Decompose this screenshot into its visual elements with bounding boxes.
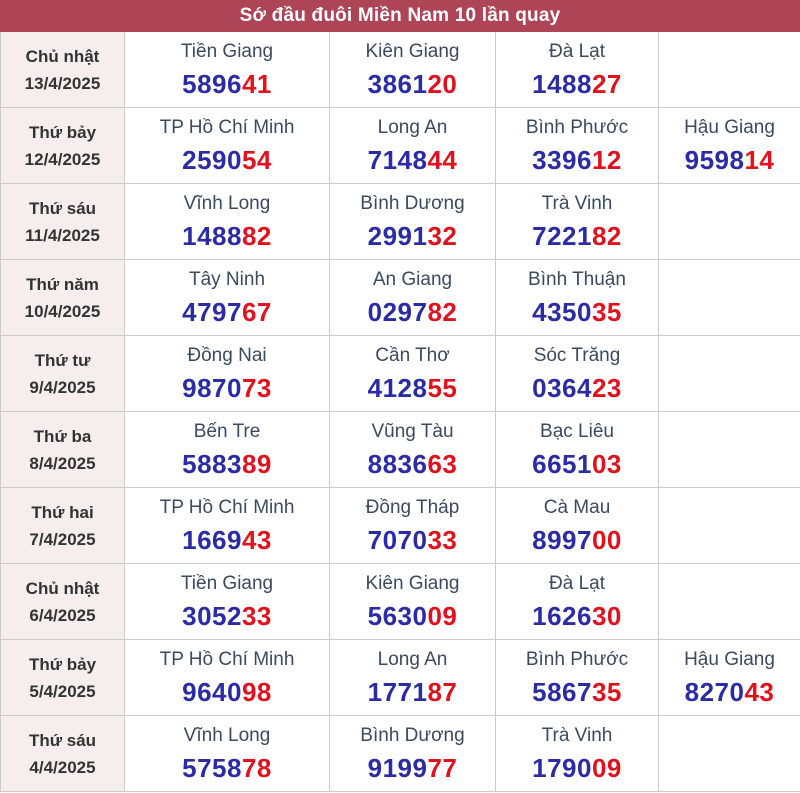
tail-digits: 67 — [241, 297, 272, 327]
result-cell — [330, 336, 495, 411]
province-name: Bình Dương — [360, 725, 465, 746]
tail-digits: 32 — [427, 221, 458, 251]
result-number — [368, 448, 458, 480]
date-label: 4/4/2025 — [29, 757, 96, 777]
result-number — [532, 68, 622, 100]
result-cell — [496, 336, 658, 411]
head-digits: 1626 — [532, 601, 592, 631]
result-cell — [496, 32, 658, 107]
province-name: Hậu Giang — [684, 117, 775, 138]
head-digits: 1790 — [532, 753, 592, 783]
result-cell — [330, 412, 495, 487]
province-name: Tiền Giang — [180, 573, 274, 594]
tail-digits: 82 — [427, 297, 458, 327]
date-label: 5/4/2025 — [29, 681, 96, 701]
result-number — [685, 676, 775, 708]
result-cell — [330, 640, 495, 715]
day-label: Chủ nhật — [25, 578, 100, 598]
result-number — [532, 144, 622, 176]
head-digits: 6651 — [532, 449, 592, 479]
date-label: 12/4/2025 — [24, 149, 101, 169]
province-name: Cà Mau — [543, 497, 611, 518]
result-cell — [125, 640, 329, 715]
head-digits: 5758 — [182, 753, 242, 783]
result-cell — [330, 32, 495, 107]
province-name: Trà Vinh — [541, 725, 613, 746]
province-name: Đồng Nai — [187, 345, 267, 366]
result-number — [532, 676, 622, 708]
head-digits: 7070 — [367, 525, 428, 555]
head-digits: 1669 — [182, 525, 242, 555]
result-number — [182, 676, 272, 708]
province-name: Tiền Giang — [180, 41, 274, 62]
tail-digits: 89 — [241, 449, 272, 479]
day-label: Thứ sáu — [28, 198, 97, 218]
result-cell — [330, 488, 495, 563]
head-digits: 8997 — [532, 525, 592, 555]
empty-cell — [659, 412, 800, 487]
tail-digits: 12 — [591, 145, 622, 175]
head-digits: 7221 — [532, 221, 592, 251]
result-number — [368, 524, 458, 556]
date-cell — [1, 412, 124, 487]
province-name: Bình Phước — [525, 117, 629, 138]
result-number — [182, 372, 272, 404]
tail-digits: 09 — [427, 601, 458, 631]
result-number — [368, 296, 458, 328]
head-digits: 1488 — [182, 221, 242, 251]
day-label: Thứ bảy — [28, 122, 97, 142]
tail-digits: 82 — [591, 221, 622, 251]
tail-digits: 77 — [427, 753, 458, 783]
tail-digits: 98 — [241, 677, 272, 707]
province-name: Trà Vinh — [541, 193, 613, 214]
empty-cell — [659, 488, 800, 563]
result-number — [532, 448, 622, 480]
date-label: 6/4/2025 — [29, 605, 96, 625]
day-label: Thứ bảy — [28, 654, 97, 674]
page-title: Sớ đầu đuôi Miền Nam 10 lần quay — [239, 5, 561, 26]
result-number — [182, 448, 272, 480]
tail-digits: 30 — [591, 601, 622, 631]
day-label: Thứ ba — [33, 426, 92, 446]
head-digits: 3861 — [367, 69, 428, 99]
head-digits: 2590 — [182, 145, 242, 175]
result-cell — [496, 184, 658, 259]
head-digits: 8270 — [684, 677, 745, 707]
result-cell — [496, 260, 658, 335]
result-number — [532, 296, 622, 328]
head-digits: 8836 — [367, 449, 428, 479]
head-digits: 3396 — [532, 145, 592, 175]
province-name: Bến Tre — [193, 421, 261, 442]
head-digits: 5867 — [532, 677, 592, 707]
province-name: Long An — [377, 649, 448, 670]
province-name: Long An — [377, 117, 448, 138]
province-name: TP Hồ Chí Minh — [159, 497, 295, 518]
result-number — [182, 144, 272, 176]
tail-digits: 33 — [427, 525, 458, 555]
tail-digits: 14 — [744, 145, 775, 175]
result-number — [368, 144, 458, 176]
empty-cell — [659, 336, 800, 411]
head-digits: 4797 — [182, 297, 242, 327]
result-cell — [125, 184, 329, 259]
province-name: Vĩnh Long — [183, 193, 271, 214]
result-number — [182, 524, 272, 556]
head-digits: 0364 — [532, 373, 592, 403]
province-name: Tây Ninh — [188, 269, 266, 290]
result-cell — [330, 260, 495, 335]
province-name: Cần Thơ — [375, 345, 450, 366]
result-number — [182, 600, 272, 632]
result-cell — [659, 640, 800, 715]
result-cell — [125, 108, 329, 183]
empty-cell — [659, 260, 800, 335]
head-digits: 9199 — [367, 753, 428, 783]
tail-digits: 63 — [427, 449, 458, 479]
empty-cell — [659, 716, 800, 791]
date-label: 8/4/2025 — [29, 453, 96, 473]
tail-digits: 73 — [241, 373, 272, 403]
date-label: 10/4/2025 — [24, 301, 101, 321]
province-name: TP Hồ Chí Minh — [159, 117, 295, 138]
head-digits: 1488 — [532, 69, 592, 99]
result-number — [368, 752, 458, 784]
result-cell — [330, 184, 495, 259]
province-name: Đà Lạt — [549, 573, 605, 594]
header-bar — [0, 0, 800, 32]
date-cell — [1, 260, 124, 335]
result-number — [182, 220, 272, 252]
result-number — [532, 524, 622, 556]
tail-digits: 41 — [241, 69, 272, 99]
result-number — [368, 220, 458, 252]
date-cell — [1, 488, 124, 563]
head-digits: 5630 — [367, 601, 428, 631]
result-cell — [125, 564, 329, 639]
day-label: Thứ sáu — [28, 730, 97, 750]
result-cell — [330, 716, 495, 791]
province-name: An Giang — [372, 269, 453, 290]
result-number — [532, 220, 622, 252]
province-name: Bình Dương — [360, 193, 465, 214]
result-cell — [125, 32, 329, 107]
result-cell — [496, 412, 658, 487]
head-digits: 3052 — [182, 601, 242, 631]
result-cell — [496, 716, 658, 791]
date-cell — [1, 184, 124, 259]
result-cell — [125, 336, 329, 411]
result-cell — [496, 108, 658, 183]
province-name: Đồng Tháp — [365, 497, 460, 518]
tail-digits: 33 — [241, 601, 272, 631]
result-number — [182, 68, 272, 100]
result-number — [182, 752, 272, 784]
tail-digits: 09 — [591, 753, 622, 783]
head-digits: 4350 — [532, 297, 592, 327]
province-name: Hậu Giang — [684, 649, 775, 670]
tail-digits: 35 — [591, 677, 622, 707]
result-number — [532, 600, 622, 632]
date-label: 11/4/2025 — [25, 225, 100, 245]
head-digits: 7148 — [367, 145, 428, 175]
day-label: Chủ nhật — [25, 46, 100, 66]
head-digits: 5896 — [182, 69, 242, 99]
day-label: Thứ năm — [26, 274, 99, 294]
tail-digits: 35 — [591, 297, 622, 327]
date-cell — [1, 32, 124, 107]
date-cell — [1, 108, 124, 183]
result-number — [368, 600, 458, 632]
day-label: Thứ tư — [34, 350, 91, 370]
date-cell — [1, 336, 124, 411]
province-name: TP Hồ Chí Minh — [159, 649, 295, 670]
result-number — [368, 372, 458, 404]
tail-digits: 27 — [591, 69, 622, 99]
tail-digits: 78 — [241, 753, 272, 783]
province-name: Kiên Giang — [365, 573, 460, 594]
head-digits: 4128 — [367, 373, 428, 403]
date-label: 13/4/2025 — [24, 73, 101, 93]
date-cell — [1, 640, 124, 715]
province-name: Bình Phước — [525, 649, 629, 670]
tail-digits: 87 — [427, 677, 458, 707]
day-label: Thứ hai — [31, 502, 94, 522]
result-number — [685, 144, 775, 176]
result-cell — [125, 412, 329, 487]
province-name: Sóc Trăng — [533, 345, 621, 366]
result-number — [368, 68, 458, 100]
head-digits: 9598 — [684, 145, 745, 175]
province-name: Bạc Liêu — [540, 421, 614, 442]
tail-digits: 82 — [241, 221, 272, 251]
result-cell — [659, 108, 800, 183]
result-cell — [330, 564, 495, 639]
head-digits: 0297 — [367, 297, 428, 327]
tail-digits: 43 — [744, 677, 775, 707]
tail-digits: 03 — [591, 449, 622, 479]
head-digits: 2991 — [367, 221, 428, 251]
result-number — [368, 676, 458, 708]
province-name: Vĩnh Long — [183, 725, 271, 746]
result-number — [532, 372, 622, 404]
date-label: 7/4/2025 — [29, 529, 96, 549]
tail-digits: 20 — [427, 69, 458, 99]
tail-digits: 55 — [427, 373, 458, 403]
tail-digits: 00 — [591, 525, 622, 555]
tail-digits: 23 — [591, 373, 622, 403]
date-label: 9/4/2025 — [29, 377, 96, 397]
result-number — [532, 752, 622, 784]
tail-digits: 43 — [241, 525, 272, 555]
result-cell — [496, 488, 658, 563]
date-cell — [1, 564, 124, 639]
result-cell — [496, 564, 658, 639]
empty-cell — [659, 564, 800, 639]
province-name: Vũng Tàu — [371, 421, 454, 442]
results-table — [0, 32, 800, 792]
date-cell — [1, 716, 124, 791]
empty-cell — [659, 184, 800, 259]
province-name: Đà Lạt — [549, 41, 605, 62]
result-cell — [125, 260, 329, 335]
head-digits: 1771 — [367, 677, 428, 707]
result-cell — [125, 716, 329, 791]
head-digits: 9640 — [182, 677, 242, 707]
empty-cell — [659, 32, 800, 107]
result-number — [182, 296, 272, 328]
head-digits: 9870 — [182, 373, 242, 403]
tail-digits: 44 — [427, 145, 458, 175]
head-digits: 5883 — [182, 449, 242, 479]
result-cell — [496, 640, 658, 715]
province-name: Kiên Giang — [365, 41, 460, 62]
result-cell — [125, 488, 329, 563]
result-cell — [330, 108, 495, 183]
province-name: Bình Thuận — [528, 269, 626, 290]
tail-digits: 54 — [241, 145, 272, 175]
